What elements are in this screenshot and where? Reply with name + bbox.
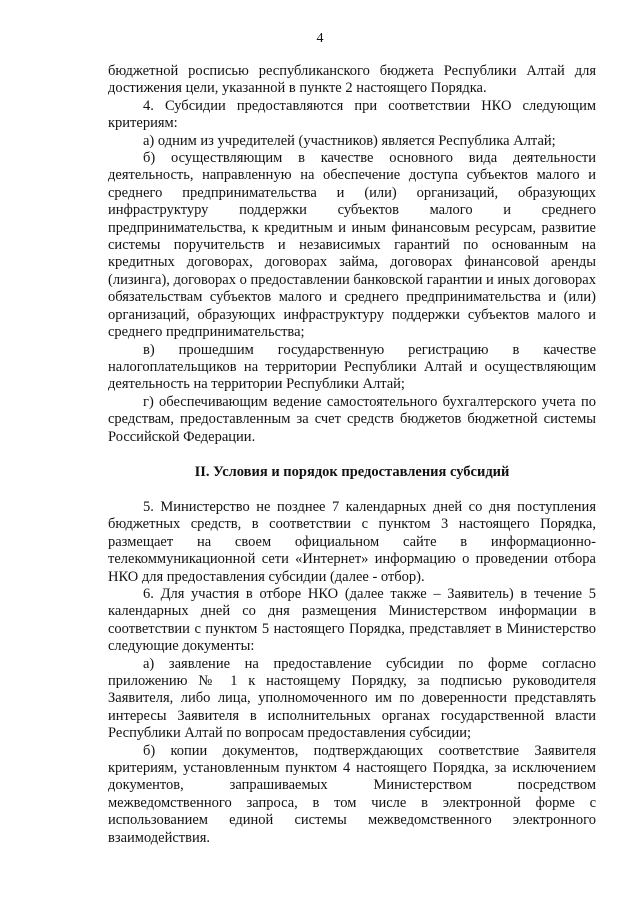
page-number: 4 (316, 31, 324, 46)
paragraph-criterion-a: а) одним из учредителей (участников) является Республика Алтай; (143, 132, 556, 149)
document-body (108, 63, 596, 847)
section-heading: II. Условия и порядок предоставления субсидий (194, 463, 510, 480)
paragraph-criterion-g: г) обеспечивающим ведение самостоятельного бухгалтерского учета по средствам, предоставленным за счет средств бюджетов бюджетной системы Российской Федерации. (108, 393, 596, 445)
paragraph-document-a: а) заявление на предоставление субсидии по форме согласно приложению № 1 к настоящему Порядку, за подписью руководителя Заявителя, либо лица, уполномоченного им по доверенности представлять интересы Заявителя в исполнительных органах государственной власти Республики Алтай по вопросам предоставления субсидии; (108, 655, 596, 742)
paragraph-item-5: 5. Министерство не позднее 7 календарных дней со дня поступления бюджетных средств, в соответствии с пунктом 3 настоящего Порядка, размещает на своем официальном сайте в информационно-телекоммуникационной сети «Интернет» информацию о проведении отбора НКО для предоставления субсидии (далее - отбор). (108, 498, 596, 585)
paragraph-criterion-v: в) прошедшим государственную регистрацию в качестве налогоплательщиков на территории Республики Алтай и осуществляющим деятельность на территории Республики Алтай; (108, 341, 596, 393)
paragraph-criterion-b: б) осуществляющим в качестве основного вида деятельности деятельность, направленную на обеспечение доступа субъектов малого и среднего предпринимательства и (или) организаций, образующих инфраструктуру поддержки субъектов малого и среднего предпринимательства, к кредитным и иным финансовым ресурсам, развитие системы поручительств и независимых гарантий по основанным на кредитных договорах, договорах займа, договорах финансовой аренды (лизинга), договорах о предоставлении банковской гарантии и иных договорах обязательствам субъектов малого и среднего предпринимательства и (или) организаций, образующих инфраструктуру поддержки субъектов малого и среднего предпринимательства; (108, 150, 596, 341)
paragraph-item-4: 4. Субсидии предоставляются при соответствии НКО следующим критериям: (108, 97, 596, 132)
paragraph-document-b: б) копии документов, подтверждающих соответствие Заявителя критериям, установленным пунктом 4 настоящего Порядка, за исключением документов, запрашиваемых Министерством посредством межведомственного запроса, в том числе в электронной форме с использованием единой системы межведомственного электронного взаимодействия. (108, 742, 596, 846)
paragraph-item-6: 6. Для участия в отборе НКО (далее также – Заявитель) в течение 5 календарных дней со дня размещения Министерством информации в соответствии с пунктом 5 настоящего Порядка, представляет в Министерство следующие документы: (108, 585, 596, 655)
paragraph-continuation: бюджетной росписью республиканского бюджета Республики Алтай для достижения цели, указанной в пункте 2 настоящего Порядка. (108, 63, 596, 97)
